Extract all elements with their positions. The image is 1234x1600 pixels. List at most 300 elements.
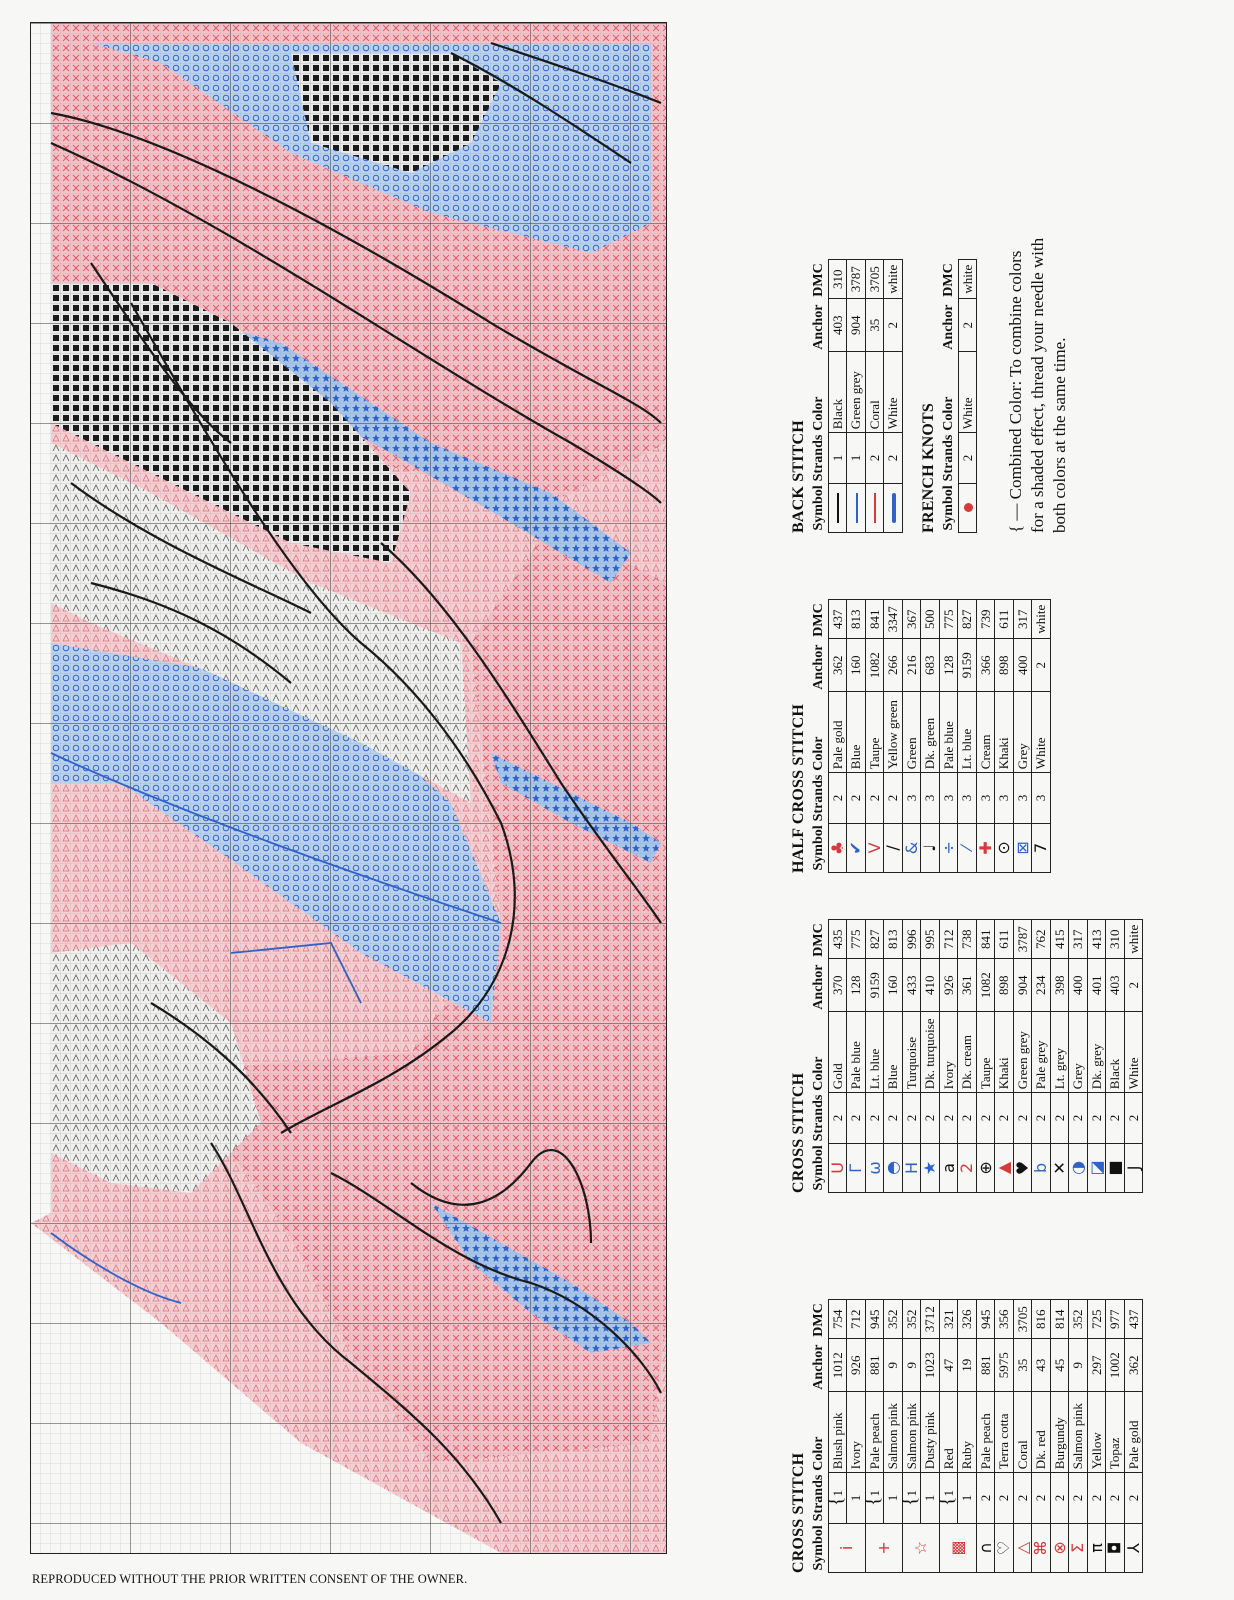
- anchor-cell: 403: [828, 299, 847, 352]
- strands-cell: 2: [884, 773, 903, 824]
- strands-cell: 2: [1013, 1093, 1032, 1144]
- strands-value: 1: [829, 1489, 845, 1497]
- legend-row: [828, 1300, 847, 1573]
- stitch-symbol-icon: a: [939, 1143, 958, 1192]
- col-anchor: Anchor: [811, 1344, 827, 1390]
- french-knots-table: [940, 259, 977, 533]
- dmc-cell: white: [1032, 600, 1051, 639]
- color-name-cell: Grey: [1069, 1012, 1088, 1093]
- strands-cell: 3: [976, 773, 995, 824]
- backstitch-line-icon: [865, 483, 884, 532]
- anchor-cell: 128: [847, 959, 866, 1012]
- stitch-symbol-icon: ▲: [995, 1143, 1014, 1192]
- dmc-cell: 415: [1050, 920, 1069, 959]
- color-name-cell: Pale gold: [828, 692, 847, 773]
- anchor-cell: 1012: [828, 1339, 847, 1392]
- strands-cell: 2: [939, 1093, 958, 1144]
- legend-row: [847, 260, 866, 533]
- color-name-cell: Cream: [976, 692, 995, 773]
- combined-brace-icon: {: [824, 1496, 847, 1507]
- legend-row: [902, 920, 921, 1193]
- stitch-key: [790, 13, 1210, 1573]
- stitch-symbol-icon: ★: [921, 1143, 940, 1192]
- legend-row: [1069, 1300, 1088, 1573]
- anchor-cell: 881: [865, 1339, 884, 1392]
- strands-value: 1: [922, 1494, 938, 1502]
- strands-cell: [861, 1473, 884, 1524]
- anchor-cell: 898: [995, 639, 1014, 692]
- anchor-cell: 2: [1124, 959, 1143, 1012]
- stitch-symbol-icon: V: [865, 823, 884, 872]
- anchor-cell: 361: [958, 959, 977, 1012]
- color-name-cell: White: [958, 352, 977, 433]
- col-color: Color: [941, 396, 957, 431]
- legend-row: [828, 260, 847, 533]
- strands-cell: 2: [884, 433, 903, 484]
- dmc-cell: 841: [865, 600, 884, 639]
- legend-row: [828, 600, 847, 873]
- dmc-cell: 775: [847, 920, 866, 959]
- anchor-cell: 160: [884, 959, 903, 1012]
- color-name-cell: Coral: [865, 352, 884, 433]
- col-strands: Strands: [941, 434, 957, 482]
- legend-row: [1124, 1300, 1143, 1573]
- anchor-cell: 1023: [921, 1339, 940, 1392]
- legend-row: [995, 600, 1014, 873]
- color-name-cell: Pale peach: [976, 1392, 995, 1473]
- anchor-cell: 19: [958, 1339, 977, 1392]
- dmc-cell: 841: [976, 920, 995, 959]
- color-name-cell: Burgundy: [1050, 1392, 1069, 1473]
- color-name-cell: Terra cotta: [995, 1392, 1014, 1473]
- col-color: Color: [811, 1056, 827, 1091]
- backstitch-line-icon: [828, 483, 847, 532]
- col-dmc: DMC: [811, 923, 827, 957]
- dmc-cell: 813: [884, 920, 903, 959]
- legend-row: [921, 920, 940, 1193]
- combined-brace-icon: {: [935, 1496, 958, 1507]
- stitch-symbol-icon: &: [902, 823, 921, 872]
- chart-major-grid: [31, 23, 666, 1553]
- stitch-symbol-icon: ◓: [884, 1143, 903, 1192]
- legend-row: [865, 1300, 884, 1573]
- copyright-note: REPRODUCED WITHOUT THE PRIOR WRITTEN CONSENT OF THE OWNER.: [32, 1572, 468, 1586]
- anchor-cell: 904: [847, 299, 866, 352]
- dmc-cell: 739: [976, 600, 995, 639]
- anchor-cell: 881: [976, 1339, 995, 1392]
- color-name-cell: Ivory: [847, 1392, 866, 1473]
- color-name-cell: Lt. blue: [958, 692, 977, 773]
- strands-cell: 2: [976, 1093, 995, 1144]
- strands-cell: 2: [902, 1093, 921, 1144]
- legend-row: [995, 920, 1014, 1193]
- anchor-cell: 401: [1087, 959, 1106, 1012]
- legend-row: [902, 1300, 921, 1573]
- backstitch-line-icon: [874, 493, 876, 523]
- dmc-cell: 352: [1069, 1300, 1088, 1339]
- anchor-cell: 9: [1069, 1339, 1088, 1392]
- stitch-symbol-icon: ⊙: [995, 823, 1014, 872]
- color-name-cell: Blush pink: [828, 1392, 847, 1473]
- strands-cell: 2: [828, 773, 847, 824]
- color-name-cell: Pale blue: [939, 692, 958, 773]
- color-name-cell: White: [1032, 692, 1051, 773]
- anchor-cell: 266: [884, 639, 903, 692]
- color-name-cell: Dk. cream: [958, 1012, 977, 1093]
- strands-cell: 3: [921, 773, 940, 824]
- anchor-cell: 904: [1013, 959, 1032, 1012]
- color-name-cell: Lt. blue: [865, 1012, 884, 1093]
- stitch-symbol-icon: ⁄: [958, 823, 977, 872]
- cross-stitch-1-title: CROSS STITCH: [790, 1452, 807, 1573]
- legend-row: [1106, 920, 1125, 1193]
- strands-cell: 2: [1050, 1473, 1069, 1524]
- dmc-cell: 3787: [1013, 920, 1032, 959]
- half-cross-stitch-title: HALF CROSS STITCH: [790, 703, 807, 873]
- stitch-symbol-icon: ω: [865, 1143, 884, 1192]
- strands-value: 1: [940, 1489, 956, 1497]
- legend-row: [995, 1300, 1014, 1573]
- color-name-cell: Salmon pink: [884, 1392, 903, 1473]
- backstitch-line-icon: [847, 483, 866, 532]
- french-knots-rows: [958, 260, 977, 533]
- dmc-cell: white: [884, 260, 903, 299]
- col-symbol: Symbol: [811, 1145, 827, 1191]
- cross-stitch-1-rows: [824, 1300, 1143, 1573]
- color-name-cell: Ivory: [939, 1012, 958, 1093]
- color-name-cell: Black: [828, 352, 847, 433]
- dmc-cell: 725: [1087, 1300, 1106, 1339]
- dmc-cell: white: [1124, 920, 1143, 959]
- dmc-cell: 435: [828, 920, 847, 959]
- color-name-cell: Blue: [884, 1012, 903, 1093]
- col-strands: Strands: [811, 434, 827, 482]
- stitch-symbol-icon: △: [1013, 1523, 1032, 1572]
- col-anchor: Anchor: [811, 964, 827, 1010]
- col-symbol: Symbol: [811, 1525, 827, 1571]
- cross-stitch-chart: [30, 22, 667, 1554]
- anchor-cell: 9159: [865, 959, 884, 1012]
- strands-cell: 2: [921, 1093, 940, 1144]
- legend-row: [1032, 1300, 1051, 1573]
- anchor-cell: 234: [1032, 959, 1051, 1012]
- stitch-symbol-icon: ☆: [902, 1523, 939, 1572]
- color-name-cell: Pale grey: [1032, 1012, 1051, 1093]
- strands-cell: [935, 1473, 958, 1524]
- stitch-symbol-icon: Г: [847, 1143, 866, 1192]
- col-symbol: Symbol: [811, 825, 827, 871]
- dmc-cell: 437: [1124, 1300, 1143, 1339]
- color-name-cell: Yellow: [1087, 1392, 1106, 1473]
- anchor-cell: 1082: [865, 639, 884, 692]
- legend-row: [1124, 920, 1143, 1193]
- col-dmc: DMC: [811, 263, 827, 297]
- color-name-cell: Turquoise: [902, 1012, 921, 1093]
- legend-row: [939, 920, 958, 1193]
- dmc-cell: 317: [1013, 600, 1032, 639]
- strands-cell: 2: [1087, 1473, 1106, 1524]
- dmc-cell: 712: [939, 920, 958, 959]
- color-name-cell: Lt. grey: [1050, 1012, 1069, 1093]
- strands-cell: 2: [1032, 1473, 1051, 1524]
- half-cross-stitch-table: [810, 599, 1051, 873]
- col-symbol: Symbol: [941, 485, 957, 531]
- stitch-symbol-icon: +: [865, 1523, 902, 1572]
- legend-row: [865, 920, 884, 1193]
- anchor-cell: 926: [939, 959, 958, 1012]
- strands-cell: 2: [958, 433, 977, 484]
- col-anchor: Anchor: [941, 304, 957, 350]
- strands-cell: 2: [828, 1093, 847, 1144]
- strands-cell: 2: [1106, 1093, 1125, 1144]
- legend-row: [976, 600, 995, 873]
- strands-cell: [958, 1473, 977, 1524]
- dmc-cell: 310: [828, 260, 847, 299]
- stitch-symbol-icon: ✕: [1050, 1143, 1069, 1192]
- stitch-symbol-icon: 7: [1032, 823, 1051, 872]
- strands-value: 1: [866, 1489, 882, 1497]
- stitch-symbol-icon: π: [1087, 1523, 1106, 1572]
- stitch-symbol-icon: ■: [1106, 1143, 1125, 1192]
- legend-row: [921, 600, 940, 873]
- col-dmc: DMC: [811, 1303, 827, 1337]
- color-name-cell: Grey: [1013, 692, 1032, 773]
- strands-cell: 3: [958, 773, 977, 824]
- color-name-cell: Khaki: [995, 1012, 1014, 1093]
- dmc-cell: 813: [847, 600, 866, 639]
- anchor-cell: 398: [1050, 959, 1069, 1012]
- anchor-cell: 216: [902, 639, 921, 692]
- anchor-cell: 1002: [1106, 1339, 1125, 1392]
- col-strands: Strands: [811, 1094, 827, 1142]
- strands-cell: 2: [1013, 1473, 1032, 1524]
- anchor-cell: 403: [1106, 959, 1125, 1012]
- legend-row: [865, 260, 884, 533]
- back-stitch-rows: [828, 260, 902, 533]
- strands-cell: 2: [1087, 1093, 1106, 1144]
- dmc-cell: 3705: [865, 260, 884, 299]
- combined-brace-icon: {: [898, 1496, 921, 1507]
- legend-row: [1050, 1300, 1069, 1573]
- stitch-symbol-icon: ⌘: [1032, 1523, 1051, 1572]
- strands-value: 1: [885, 1494, 901, 1502]
- strands-cell: 2: [958, 1093, 977, 1144]
- legend-row: [884, 260, 903, 533]
- legend-row: [958, 260, 977, 533]
- anchor-cell: 9: [902, 1339, 921, 1392]
- dmc-cell: 977: [1106, 1300, 1125, 1339]
- dmc-cell: 317: [1069, 920, 1088, 959]
- strands-cell: 2: [1069, 1473, 1088, 1524]
- dmc-cell: 367: [902, 600, 921, 639]
- dmc-cell: 3705: [1013, 1300, 1032, 1339]
- anchor-cell: 433: [902, 959, 921, 1012]
- stitch-symbol-icon: ◑: [1069, 1143, 1088, 1192]
- color-name-cell: Gold: [828, 1012, 847, 1093]
- stitch-symbol-icon: ✚: [976, 823, 995, 872]
- dmc-cell: 996: [902, 920, 921, 959]
- legend-row: [958, 600, 977, 873]
- legend-row: [1013, 1300, 1032, 1573]
- strands-cell: 2: [1069, 1093, 1088, 1144]
- strands-cell: 3: [902, 773, 921, 824]
- cross-stitch-1-table: [810, 1299, 1143, 1573]
- color-name-cell: Green grey: [1013, 1012, 1032, 1093]
- stitch-symbol-icon: U: [828, 1143, 847, 1192]
- stitch-symbol-icon: Σ: [1069, 1523, 1088, 1572]
- back-stitch-title: BACK STITCH: [790, 420, 807, 533]
- french-knots-title: FRENCH KNOTS: [920, 403, 937, 533]
- strands-value: 1: [903, 1489, 919, 1497]
- color-name-cell: Taupe: [976, 1012, 995, 1093]
- strands-cell: 1: [847, 433, 866, 484]
- dmc-cell: 3787: [847, 260, 866, 299]
- col-color: Color: [811, 1436, 827, 1471]
- cross-stitch-2-title: CROSS STITCH: [790, 1072, 807, 1193]
- dmc-cell: 326: [958, 1300, 977, 1339]
- stitch-symbol-icon: ♩: [921, 823, 940, 872]
- stitch-symbol-icon: ♡: [995, 1523, 1014, 1572]
- anchor-cell: 370: [828, 959, 847, 1012]
- anchor-cell: 9159: [958, 639, 977, 692]
- legend-row: [958, 920, 977, 1193]
- stitch-symbol-icon: ⊠: [1013, 823, 1032, 872]
- color-name-cell: Black: [1106, 1012, 1125, 1093]
- strands-cell: 2: [847, 773, 866, 824]
- strands-cell: [898, 1473, 921, 1524]
- combined-color-note: { — Combined Color: To combine colors for a shaded effect, thread your needle with both colors at the same time.: [1006, 237, 1069, 533]
- color-name-cell: White: [884, 352, 903, 433]
- strands-cell: 3: [939, 773, 958, 824]
- dmc-cell: 712: [847, 1300, 866, 1339]
- dmc-cell: 827: [865, 920, 884, 959]
- anchor-cell: 5975: [995, 1339, 1014, 1392]
- col-strands: Strands: [811, 774, 827, 822]
- color-name-cell: Green grey: [847, 352, 866, 433]
- backstitch-line-icon: [892, 493, 896, 523]
- dmc-cell: 762: [1032, 920, 1051, 959]
- color-name-cell: Khaki: [995, 692, 1014, 773]
- anchor-cell: 35: [865, 299, 884, 352]
- legend-row: [902, 600, 921, 873]
- dmc-cell: 310: [1106, 920, 1125, 959]
- legend-row: [1087, 920, 1106, 1193]
- color-name-cell: Dk. red: [1032, 1392, 1051, 1473]
- color-name-cell: Topaz: [1106, 1392, 1125, 1473]
- stitch-symbol-icon: ÷: [939, 823, 958, 872]
- color-name-cell: White: [1124, 1012, 1143, 1093]
- strands-cell: 2: [865, 773, 884, 824]
- strands-cell: [824, 1473, 847, 1524]
- legend-row: [1013, 600, 1032, 873]
- stitch-symbol-icon: ▩: [939, 1523, 976, 1572]
- stitch-symbol-icon: J: [1124, 1143, 1143, 1192]
- stitch-symbol-icon: ♣: [828, 823, 847, 872]
- anchor-cell: 366: [976, 639, 995, 692]
- anchor-cell: 683: [921, 639, 940, 692]
- half-cross-stitch-rows: [828, 600, 1050, 873]
- anchor-cell: 128: [939, 639, 958, 692]
- stitch-symbol-icon: ⅰ: [828, 1523, 865, 1572]
- legend-row: [884, 920, 903, 1193]
- back-stitch-table: [810, 259, 903, 533]
- stitch-symbol-icon: ⊕: [976, 1143, 995, 1192]
- color-name-cell: Yellow green: [884, 692, 903, 773]
- strands-cell: 3: [1032, 773, 1051, 824]
- anchor-cell: 926: [847, 1339, 866, 1392]
- stitch-symbol-icon: ◘: [1106, 1523, 1125, 1572]
- col-dmc: DMC: [811, 603, 827, 637]
- strands-cell: 2: [1050, 1093, 1069, 1144]
- dmc-cell: 3712: [921, 1300, 940, 1339]
- legend-row: [939, 1300, 958, 1573]
- stitch-symbol-icon: ♥: [1013, 1143, 1032, 1192]
- anchor-cell: 43: [1032, 1339, 1051, 1392]
- stitch-symbol-icon: 2: [958, 1143, 977, 1192]
- color-name-cell: Dk. green: [921, 692, 940, 773]
- anchor-cell: 362: [1124, 1339, 1143, 1392]
- legend-row: [828, 920, 847, 1193]
- legend-row: [976, 920, 995, 1193]
- strands-cell: 2: [865, 1093, 884, 1144]
- color-name-cell: Pale gold: [1124, 1392, 1143, 1473]
- legend-row: [939, 600, 958, 873]
- anchor-cell: 45: [1050, 1339, 1069, 1392]
- cross-stitch-2-rows: [828, 920, 1143, 1193]
- dmc-cell: 945: [976, 1300, 995, 1339]
- anchor-cell: 297: [1087, 1339, 1106, 1392]
- strands-cell: 2: [847, 1093, 866, 1144]
- col-color: Color: [811, 396, 827, 431]
- color-name-cell: Salmon pink: [902, 1392, 921, 1473]
- dmc-cell: 816: [1032, 1300, 1051, 1339]
- strands-value: 1: [848, 1494, 864, 1502]
- strands-cell: 2: [976, 1473, 995, 1524]
- anchor-cell: 1082: [976, 959, 995, 1012]
- strands-cell: 2: [1106, 1473, 1125, 1524]
- dmc-cell: 413: [1087, 920, 1106, 959]
- french-knot-dot-icon: [964, 503, 973, 512]
- strands-cell: 2: [1124, 1473, 1143, 1524]
- anchor-cell: 898: [995, 959, 1014, 1012]
- dmc-cell: 3347: [884, 600, 903, 639]
- dmc-cell: 321: [939, 1300, 958, 1339]
- dmc-cell: 995: [921, 920, 940, 959]
- anchor-cell: 400: [1069, 959, 1088, 1012]
- legend-row: [884, 600, 903, 873]
- stitch-symbol-icon: ⅄: [1124, 1523, 1143, 1572]
- strands-value: 1: [959, 1494, 975, 1502]
- legend-row: [1032, 920, 1051, 1193]
- color-name-cell: Salmon pink: [1069, 1392, 1088, 1473]
- color-name-cell: Blue: [847, 692, 866, 773]
- anchor-cell: 400: [1013, 639, 1032, 692]
- dmc-cell: 352: [884, 1300, 903, 1339]
- legend-row: [1013, 920, 1032, 1193]
- strands-cell: 2: [1032, 1093, 1051, 1144]
- color-name-cell: Pale peach: [865, 1392, 884, 1473]
- strands-cell: 3: [995, 773, 1014, 824]
- strands-cell: 2: [1124, 1093, 1143, 1144]
- chart-grid-canvas: [31, 23, 666, 1553]
- legend-row: [976, 1300, 995, 1573]
- dmc-cell: 352: [902, 1300, 921, 1339]
- backstitch-line-icon: [884, 483, 903, 532]
- strands-cell: 2: [995, 1093, 1014, 1144]
- stitch-symbol-icon: ✔: [847, 823, 866, 872]
- col-symbol: Symbol: [811, 485, 827, 531]
- french-knot-icon: [958, 483, 977, 532]
